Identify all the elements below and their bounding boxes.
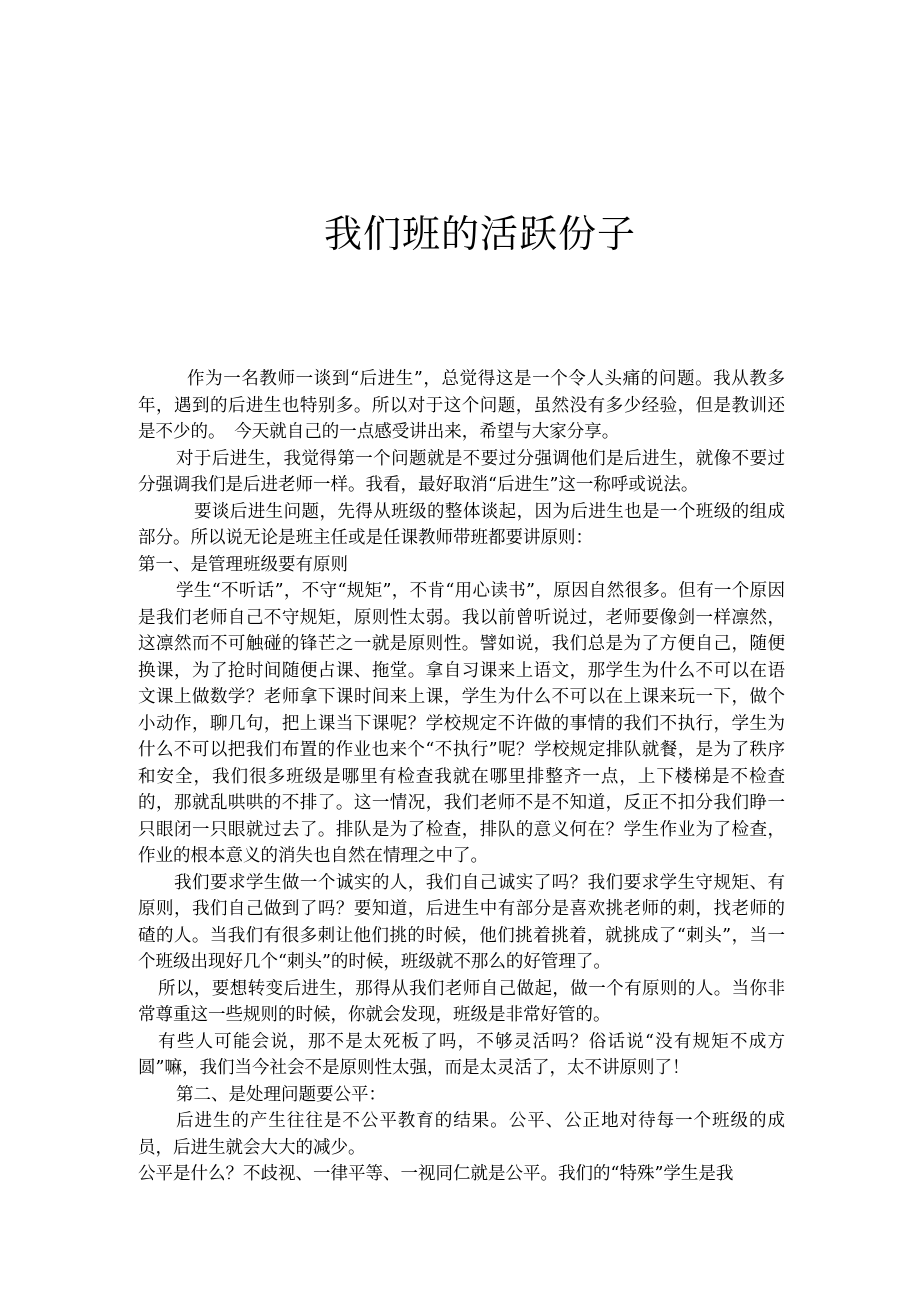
paragraph-class-principles: 要谈后进生问题，先得从班级的整体谈起，因为后进生也是一个班级的组成部分。所以说无论是班主任或是任课教师带班都要讲原则： [138, 501, 785, 548]
paragraph-fairness-result: 后进生的产生往往是不公平教育的结果。公平、公正地对待每一个班级的成员，后进生就会大大的减少。 [138, 1111, 785, 1158]
section-heading-first: 第一、是管理班级要有原则 [138, 554, 348, 575]
document-title: 我们班的活跃份子 [323, 212, 636, 256]
document-body [138, 366, 785, 1188]
paragraph-no-label: 对于后进生，我觉得第一个问题就是不要过分强调他们是后进生，就像不要过分强调我们是后进老师一样。我看，最好取消“后进生”这一称呼或说法。 [138, 448, 785, 495]
paragraph-honesty: 我们要求学生做一个诚实的人，我们自己诚实了吗？我们要求学生守规矩、有原则，我们自己做到了吗？要知道，后进生中有部分是喜欢挑老师的刺，找老师的碴的人。当我们有很多刺让他们挑的时候，他们挑着挑着，就挑成了“刺头”，当一个班级出现好几个“刺头”的时候，班级就不那么的好管理了。 [138, 872, 785, 972]
paragraph-intro: 作为一名教师一谈到“后进生”，总觉得这是一个令人头痛的问题。我从教多年，遇到的后进生也特别多。所以对于这个问题，虽然没有多少经验，但是教训还是不少的。 今天就自己的一点感受讲出来，希望与大家分享。 [138, 369, 785, 442]
paragraph-start-with-self: 所以，要想转变后进生，那得从我们老师自己做起，做一个有原则的人。当你非常尊重这一些规则的时候，你就会发现，班级是非常好管的。 [138, 978, 785, 1025]
paragraph-flexibility: 有些人可能会说，那不是太死板了吗，不够灵活吗？俗话说“没有规矩不成方圆”嘛，我们当今社会不是原则性太强，而是太灵活了，太不讲原则了！ [138, 1031, 785, 1078]
section-heading-second: 第二、是处理问题要公平： [176, 1084, 386, 1105]
paragraph-fairness-definition: 公平是什么？不歧视、一律平等、一视同仁就是公平。我们的“特殊”学生是我 [138, 1164, 734, 1184]
paragraph-rules: 学生“不听话”，不守“规矩”，不肯“用心读书”，原因自然很多。但有一个原因是我们老师自己不守规矩，原则性太弱。我以前曾听说过，老师要像剑一样凛然，这凛然而不可触碰的锋芒之一就是原则性。譬如说，我们总是为了方便自己，随便换课，为了抢时间随便占课、拖堂。拿自习课来上语文，那学生为什么不可以在语文课上做数学？老师拿下课时间来上课，学生为什么不可以在上课来玩一下，做个小动作，聊几句，把上课当下课呢？学校规定不许做的事情的我们不执行，学生为什么不可以把我们布置的作业也来个“不执行”呢？学校规定排队就餐，是为了秩序和安全，我们很多班级是哪里有检查我就在哪里排整齐一点，上下楼梯是不检查的，那就乱哄哄的不排了。这一情况，我们老师不是不知道，反正不扣分我们睁一只眼闭一只眼就过去了。排队是为了检查，排队的意义何在？学生作业为了检查，作业的根本意义的消失也自然在情理之中了。 [138, 581, 785, 866]
